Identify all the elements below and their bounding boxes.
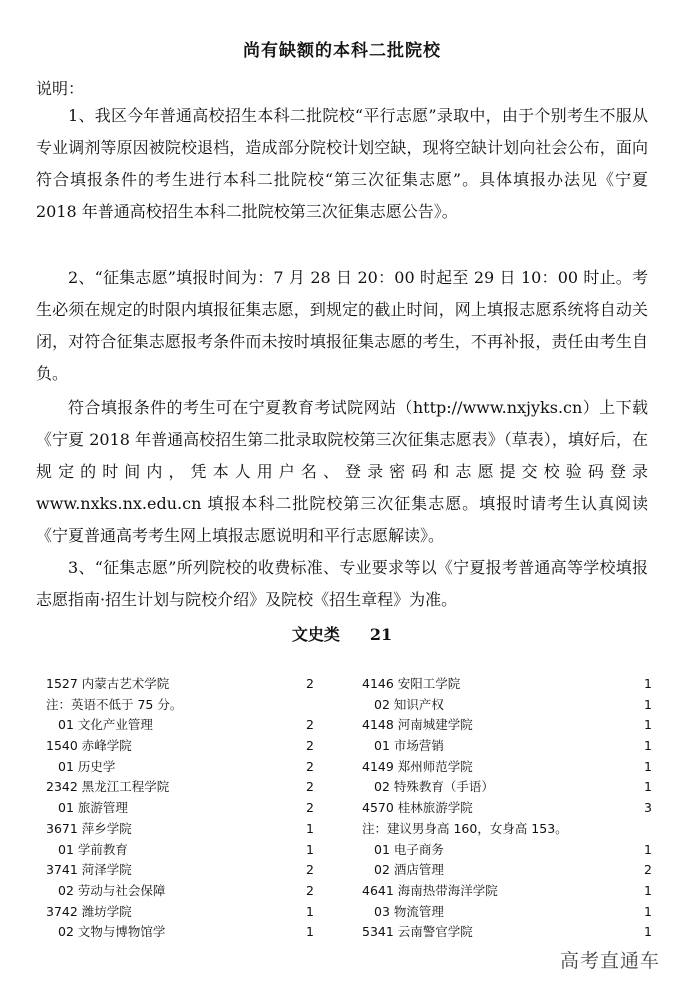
row-count: 1	[644, 738, 652, 754]
school-row	[362, 798, 652, 819]
major-row	[46, 798, 336, 819]
section-heading	[0, 622, 684, 645]
row-count: 2	[306, 779, 314, 795]
school-row	[362, 674, 652, 695]
row-count: 1	[306, 903, 314, 919]
school-list-right	[362, 674, 652, 943]
row-count: 1	[644, 676, 652, 691]
row-name: 02 知识产权	[374, 696, 444, 712]
row-name: 4149 郑州师范学院	[362, 758, 473, 774]
row-name: 3741 菏泽学院	[46, 862, 132, 878]
school-row	[46, 695, 336, 716]
school-row	[46, 819, 336, 840]
major-row	[362, 860, 652, 881]
section-name: 文史类	[291, 625, 340, 644]
row-name: 01 市场营销	[374, 738, 444, 754]
row-name: 4570 桂林旅游学院	[362, 800, 473, 816]
major-row	[46, 757, 336, 778]
row-name: 02 酒店管理	[374, 862, 444, 878]
explanation-label: 说明：	[36, 79, 85, 98]
watermark: 高考直通车	[559, 950, 660, 972]
major-row	[362, 902, 652, 923]
school-row	[362, 881, 652, 902]
row-count: 1	[644, 924, 652, 940]
school-row	[46, 860, 336, 881]
row-name: 4148 河南城建学院	[362, 717, 473, 733]
paragraph-3: 符合填报条件的考生可在宁夏教育考试院网站（http://www.nxjyks.cn）上下载《宁夏 2018 年普通高校招生第二批录取院校第三次征集志愿表》（草表），填好后，在规定的时间内，凭本人用户名、登录密码和志愿提交校验码登录 www.nxks.nx.edu.cn 填报本科二批院校第三次征集志愿。填报时请考生认真阅读《宁夏普通高考考生网上填报志愿说明和平行志愿解读》。	[36, 398, 648, 545]
row-name: 01 旅游管理	[58, 800, 128, 816]
major-row	[362, 840, 652, 861]
row-count: 3	[644, 800, 652, 816]
major-row	[362, 736, 652, 757]
row-name: 01 电子商务	[374, 841, 444, 857]
section-count: 21	[369, 625, 393, 644]
row-count: 2	[306, 882, 314, 898]
row-name: 03 物流管理	[374, 903, 444, 919]
school-row	[46, 736, 336, 757]
row-count: 1	[306, 841, 314, 857]
row-name: 注：英语不低于 75 分。	[46, 696, 183, 712]
row-count: 2	[306, 717, 314, 733]
row-name: 02 文物与博物馆学	[58, 924, 166, 940]
row-count: 2	[306, 862, 314, 878]
school-row	[46, 777, 336, 798]
row-count: 1	[306, 924, 314, 940]
row-name: 01 学前教育	[58, 841, 128, 857]
major-row	[46, 922, 336, 943]
major-row	[362, 695, 652, 716]
row-name: 5341 云南警官学院	[362, 924, 473, 940]
major-row	[46, 715, 336, 736]
row-count: 1	[644, 903, 652, 919]
row-count: 1	[644, 717, 652, 733]
major-row	[46, 840, 336, 861]
school-row	[362, 715, 652, 736]
row-count: 2	[306, 800, 314, 816]
row-name: 2342 黑龙江工程学院	[46, 779, 170, 795]
row-count: 1	[306, 820, 314, 836]
row-name: 3742 潍坊学院	[46, 903, 132, 919]
row-count: 2	[644, 862, 652, 878]
row-count: 1	[644, 779, 652, 795]
row-name: 01 文化产业管理	[58, 717, 153, 733]
paragraph-1: 1、我区今年普通高校招生本科二批院校“平行志愿”录取中，由于个别考生不服从专业调剂等原因被院校退档，造成部分院校计划空缺，现将空缺计划向社会公布，面向符合填报条件的考生进行本科二批院校“第三次征集志愿”。具体填报办法见《宁夏 2018 年普通高校招生本科二批院校第三次征集志愿公告》。	[36, 106, 648, 221]
major-row	[362, 777, 652, 798]
row-count: 2	[306, 738, 314, 754]
row-count: 1	[644, 696, 652, 712]
school-row	[46, 902, 336, 923]
school-row	[362, 757, 652, 778]
row-name: 1540 赤峰学院	[46, 738, 132, 754]
row-count: 1	[644, 758, 652, 774]
school-row	[362, 819, 652, 840]
paragraph-2: 2、“征集志愿”填报时间为：7 月 28 日 20：00 时起至 29 日 10：00 时止。考生必须在规定的时限内填报征集志愿，到规定的截止时间，网上填报志愿系统将自动关闭，对符合征集志愿报考条件而未按时填报征集志愿的考生，不再补报，责任由考生自负。	[36, 268, 648, 383]
row-name: 注：建议男身高 160，女身高 153。	[362, 820, 568, 836]
page-title: 尚有缺额的本科二批院校	[243, 41, 441, 61]
row-count: 2	[306, 676, 314, 691]
row-name: 4641 海南热带海洋学院	[362, 882, 498, 898]
row-name: 1527 内蒙古艺术学院	[46, 676, 170, 691]
row-name: 02 劳动与社会保障	[58, 882, 166, 898]
paragraph-4: 3、“征集志愿”所列院校的收费标准、专业要求等以《宁夏报考普通高等学校填报志愿指南·招生计划与院校介绍》及院校《招生章程》为准。	[36, 558, 648, 609]
row-count: 2	[306, 758, 314, 774]
major-row	[46, 881, 336, 902]
school-row	[46, 674, 336, 695]
row-name: 3671 萍乡学院	[46, 820, 132, 836]
school-row	[362, 922, 652, 943]
row-name: 01 历史学	[58, 758, 116, 774]
row-count: 1	[644, 882, 652, 898]
row-name: 02 特殊教育（手语）	[374, 779, 494, 795]
school-list-left	[46, 674, 336, 943]
row-count: 1	[644, 841, 652, 857]
row-name: 4146 安阳工学院	[362, 676, 461, 691]
